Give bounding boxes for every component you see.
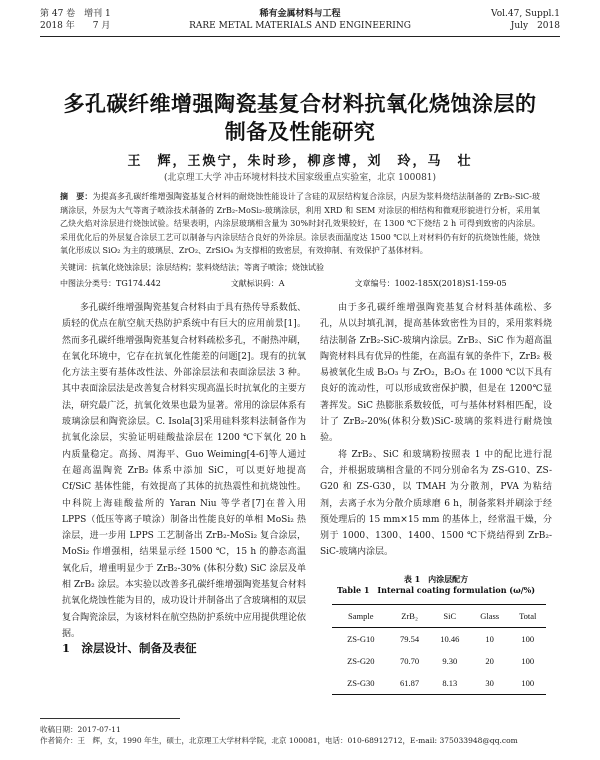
table-cell: 8.13 xyxy=(430,672,470,695)
header-year-line: 2018 年 7 月 xyxy=(40,21,111,31)
header-date-en-line: July 2018 xyxy=(510,21,560,31)
header-vol-en-line: Vol.47, Suppl.1 xyxy=(491,9,560,19)
journal-name-cn: 稀有金属材料与工程 xyxy=(259,9,341,19)
table-cell: 100 xyxy=(521,634,535,644)
table-cell: 9.30 xyxy=(442,656,458,666)
table-cell: ZS-G30 xyxy=(332,672,390,695)
table-cell: 79.54 xyxy=(400,634,420,644)
keywords: 关键词：抗氧化烧蚀涂层；涂层结构；浆料烧结法；等离子喷涂；烧蚀试验 xyxy=(60,263,324,272)
table-header-row xyxy=(332,605,546,628)
body-column-left xyxy=(62,300,306,642)
abstract-label: 摘 要： xyxy=(60,191,93,201)
journal-name-en: RARE METAL MATERIALS AND ENGINEERING xyxy=(189,21,411,31)
abstract xyxy=(60,190,540,258)
table-cell: 10 xyxy=(485,634,494,644)
table-row xyxy=(332,672,546,695)
header-rule xyxy=(40,36,560,37)
right-paragraph-1: 由于多孔碳纤维增强陶瓷基复合材料基体疏松、多孔，从以封填孔洞，提高基体致密性为目的，采用浆料烧结法制备 ZrB₂-SiC-玻璃内涂层。ZrB₂、SiC 作为超高温陶瓷材料具有优异的性能，在高温有氧的条件下，ZrB₂ 极易被氧化生成 B₂O₃ 与 ZrO₂，B₂O₃ 在 1000 ℃以下具有良好的流动性，可以形成致密保护膜，但是在 1200℃显著挥发。SiC 热膨胀系数较低，可与基体材料相匹配，设计了 ZrB₂-20%(体积分数)SiC-玻璃的浆料进行耐烧蚀验。 xyxy=(320,303,552,444)
article-number: 文章编号：1002-185X(2018)S1-159-05 xyxy=(354,279,507,288)
table-cell: 10.46 xyxy=(440,634,460,644)
table-caption-cn: 表 1 内涂层配方 xyxy=(403,574,469,584)
coating-formulation-table xyxy=(332,604,546,695)
header-volume-line: 第 47 卷 增刊 1 xyxy=(40,9,111,19)
intro-paragraph: 多孔碳纤维增强陶瓷基复合材料由于具有热传导系数低、质轻的优点在航空航天热防护系统中有巨大的应用前景[1]。然而多孔碳纤维增强陶瓷基复合材料疏松多孔，不耐热冲刷，在氧化环境中，它存在抗氧化性能差的问题[2]。现有的抗氧化方法主要有基体改性法、外部涂层法和表面涂层法 3 种。其中表面涂层法是改善复合材料实现高温长时抗氧化的主要方法，研究最广泛，抗氧化效果也最为显著。常用的涂层体系有玻璃涂层和陶瓷涂层。C. Isola[3]采用硅料浆料法制备作为抗氧化涂层，实验证明硅酸盐涂层在 1200 ℃下氧化 20 h 内质量稳定。高扬、周海平、Guo Weiming[4-6]等人通过在超高温陶瓷 ZrB₂ 体系中添加 SiC，可以更好地提高 Cf/SiC 基体性能，有效提高了其体的抗热震性和抗烧蚀性。中科院上海硅酸盐所的 Yaran Niu 等学者[7]在普入用 LPPS（低压等离子喷涂）制备出性能良好的单相 MoSi₂ 热涂层，进一步用 LPPS 工艺制备出 ZrB₂-MoSi₂ 复合涂层，MoSi₂ 作增强相，结果显示经 1500 ℃，15 h 的静态高温氧化后，增重明显少于 ZrB₂-30% (体积分数) SiC 涂层及单相 ZrB₂ 涂层。本实验以改善多孔碳纤维增强陶瓷基复合材料抗氧化烧蚀性能为目的，成功设计并制备出了含玻璃相的双层复合陶瓷涂层，为该材料在航空热防护系统中应用提供理论依据。 xyxy=(62,303,306,639)
table-cell: 30 xyxy=(470,672,510,695)
table-row xyxy=(332,650,546,672)
paper-title xyxy=(40,90,560,146)
clc-number: 中图法分类号：TG174.442 xyxy=(60,279,161,288)
affiliation: (北京理工大学 冲击环境材料技术国家级重点实验室，北京 100081) xyxy=(163,173,437,183)
right-paragraph-2: 将 ZrB₂、SiC 和玻璃粉按照表 1 中的配比进行混合，并根据玻璃相含量的不同分别命名为 ZS-G10、ZS-G20 和 ZS-G30，以 TMAH 为分散剂，PVA 为粘结剂，去离子水为分散介质球磨 6 h，制备浆料并刷涂于经预处理后的 15 mm×15 mm 的基体上，经常温干燥，分别于 1000、1300、1400、1500 ℃下烧结得到 ZrB₂-SiC-玻璃内涂层。 xyxy=(320,449,552,558)
footnote xyxy=(40,724,560,746)
table-cell: ZS-G20 xyxy=(347,656,375,666)
footnote-rule xyxy=(40,718,180,719)
header-volume-en xyxy=(491,8,560,32)
table-caption-en: Table 1 Internal coating formulation (ω/%) xyxy=(336,585,536,595)
author-list: 王 辉，王焕宁，朱时珍，柳彦博，刘 玲，马 壮 xyxy=(127,154,473,169)
table-header-cell: ZrB₂ xyxy=(390,605,430,628)
title-line-2: 制备及性能研究 xyxy=(224,119,376,144)
table-cell: ZS-G10 xyxy=(347,634,375,644)
table-header-cell: Total xyxy=(510,605,547,628)
body-column-right xyxy=(320,300,552,561)
table-cell: 100 xyxy=(521,656,535,666)
section-heading: 1 涂层设计、制备及表征 xyxy=(62,641,197,655)
table-header-cell: SiC xyxy=(430,605,470,628)
document-code: 文献标识码：A xyxy=(230,279,285,288)
received-date: 收稿日期：2017-07-11 xyxy=(40,725,121,734)
table-cell: 100 xyxy=(510,672,547,695)
table-cell: 20 xyxy=(485,656,494,666)
table-header-cell: Glass xyxy=(470,605,510,628)
classification-meta xyxy=(60,278,540,290)
abstract-text: 为提高多孔碳纤维增强陶瓷基复合材料的耐烧蚀性能设计了含硅的双层结构复合涂层，内层为浆料烧结法制备的 ZrB₂-SiC-玻璃涂层，外层为大气等离子喷涂技术制备的 ZrB₂-MoSi₂-玻璃涂层，利用 XRD 和 SEM 对涂层的相结构和微观形貌进行分析，采用氧乙炔火焰对涂层进行烧蚀试验。结果表明，内涂层玻璃相含量为 30%时封孔效果较好，在 1300 ℃下烧结 2 h 可得到致密的内涂层。采用优化后的外层复合涂层工艺可以制备与内涂层结合良好的外涂层。涂层表面温度达 1500 ℃以上对材料仍有好的抗烧蚀性能，烧蚀氧化形成以 SiO₂ 为主的玻璃层、ZrO₂、ZrSiO₄ 为支撑相的致密层，有效抑制、有效保护了基体材料。 xyxy=(60,192,541,255)
table-row xyxy=(332,628,546,651)
table-cell: 61.87 xyxy=(390,672,430,695)
table-header-cell: Sample xyxy=(332,605,390,628)
table-caption xyxy=(320,574,552,596)
author-bio: 作者简介：王 辉，女，1990 年生，硕士，北京理工大学材料学院，北京 100081，电话：010-68912712，E-mail: 375033948@qq.com xyxy=(40,736,518,745)
table-cell: 70.70 xyxy=(400,656,420,666)
title-line-1: 多孔碳纤维增强陶瓷基复合材料抗氧化烧蚀涂层的 xyxy=(63,91,537,116)
